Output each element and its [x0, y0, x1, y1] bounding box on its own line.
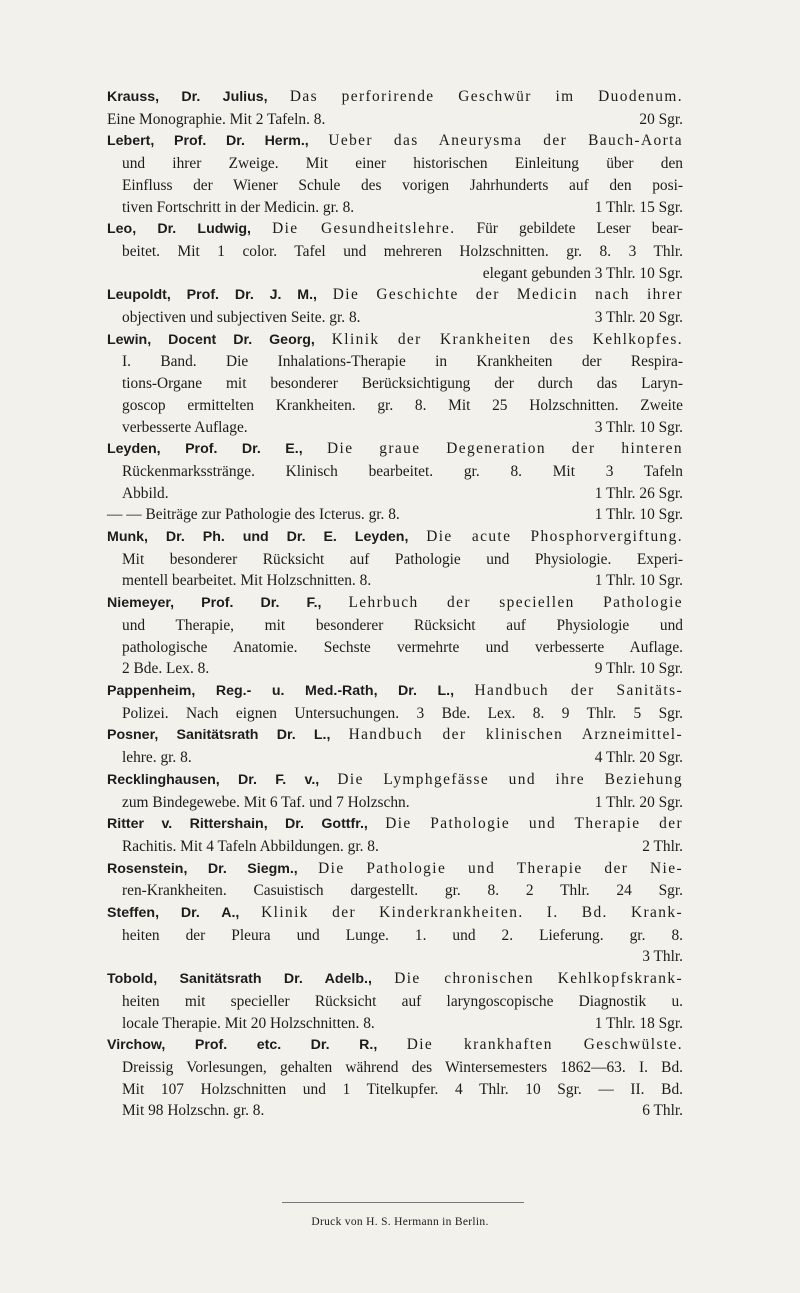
entry-title: Klinik der Kinderkrankheiten. I. Bd. Krank- [261, 904, 683, 922]
entry-title: Handbuch der klinischen Arzneimittel- [348, 726, 683, 744]
entry-author: Lebert, Prof. Dr. Herm., [107, 133, 309, 150]
entry-text: und Therapie, mit besonderer Rücksicht auf Physiologie und [122, 616, 683, 634]
entry-author: Leyden, Prof. Dr. E., [107, 441, 303, 458]
entry-price: 3 Thlr. 10 Sgr. [594, 418, 683, 436]
entry-text: Mit besonderer Rücksicht auf Pathologie und Physiologie. Experi- [122, 550, 683, 568]
catalog-entry [107, 438, 683, 504]
entry-author: Leupoldt, Prof. Dr. J. M., [107, 287, 318, 304]
catalog-entry [107, 968, 683, 1034]
entry-text: Einfluss der Wiener Schule des vorigen Jahrhunderts auf den posi- [122, 176, 683, 194]
entry-text: tions-Organe mit besonderer Berücksichtigung der durch das Laryn- [122, 375, 683, 393]
entry-text: 2 Bde. Lex. 8. [122, 660, 210, 678]
entry-price: 3 Thlr. 20 Sgr. [594, 309, 683, 327]
entry-title: Das perforirende Geschwür im Duodenum. [289, 88, 683, 105]
entry-author: Pappenheim, Reg.- u. Med.-Rath, Dr. L., [107, 682, 455, 699]
entry-text: heiten mit specieller Rücksicht auf laryngoscopische Diagnostik u. [122, 992, 683, 1010]
entry-text: Mit 98 Holzschn. gr. 8. [122, 1102, 265, 1120]
entry-price: 1 Thlr. 26 Sgr. [594, 484, 683, 502]
entry-price: 2 Thlr. [642, 837, 683, 855]
entry-author: Leo, Dr. Ludwig, [107, 221, 251, 238]
entry-title: Die Pathologie und Therapie der Nie- [318, 859, 683, 877]
book-catalog [107, 86, 683, 1122]
catalog-entry [107, 86, 683, 130]
entry-text: Mit 107 Holzschnitten und 1 Titelkupfer. 4 Thlr. 10 Sgr. — II. Bd. [122, 1080, 683, 1098]
entry-author: Krauss, Dr. Julius, [107, 89, 268, 105]
entry-title: — — Beiträge zur Pathologie des Icterus. gr. 8. [107, 506, 400, 524]
entry-text: Abbild. [122, 484, 169, 502]
entry-text: pathologische Anatomie. Sechste vermehrte und verbesserte Auflage. [122, 638, 683, 656]
entry-text: mentell bearbeitet. Mit Holzschnitten. 8. [122, 572, 372, 590]
catalog-entry [107, 902, 683, 968]
entry-title: Die graue Degeneration der hinteren [327, 440, 683, 458]
entry-author: Lewin, Docent Dr. Georg, [107, 331, 315, 348]
catalog-entry [107, 504, 683, 526]
catalog-entry [107, 813, 683, 857]
entry-text: und ihrer Zweige. Mit einer historischen Einleitung über den [122, 155, 683, 173]
entry-text: Polizei. Nach eignen Untersuchungen. 3 Bde. Lex. 8. 9 Thlr. 5 Sgr. [122, 704, 683, 722]
entry-text: locale Therapie. Mit 20 Holzschnitten. 8. [122, 1014, 375, 1032]
entry-title: Die acute Phosphorvergiftung. [426, 528, 683, 546]
entry-price: 3 Thlr. [642, 948, 683, 966]
entry-author: Posner, Sanitätsrath Dr. L., [107, 727, 331, 744]
entry-price: 4 Thlr. 20 Sgr. [594, 749, 683, 767]
entry-text: goscop ermittelten Krankheiten. gr. 8. Mit 25 Holzschnitten. Zweite [122, 396, 683, 414]
entry-price: 1 Thlr. 20 Sgr. [594, 793, 683, 811]
entry-author: Munk, Dr. Ph. und Dr. E. Leyden, [107, 529, 409, 546]
entry-price: 1 Thlr. 18 Sgr. [594, 1014, 683, 1032]
entry-title: Klinik der Krankheiten des Kehlkopfes. [331, 330, 683, 348]
entry-title: Ueber das Aneurysma der Bauch-Aorta [328, 132, 683, 150]
entry-price: 1 Thlr. 10 Sgr. [594, 572, 683, 590]
entry-author: Niemeyer, Prof. Dr. F., [107, 595, 322, 612]
catalog-entry [107, 769, 683, 813]
entry-author: Ritter v. Rittershain, Dr. Gottfr., [107, 816, 368, 833]
entry-text: heiten der Pleura und Lunge. 1. und 2. Lieferung. gr. 8. [122, 926, 683, 944]
entry-text: Rachitis. Mit 4 Tafeln Abbildungen. gr. 8. [122, 837, 379, 855]
entry-text: beitet. Mit 1 color. Tafel und mehreren Holzschnitten. gr. 8. 3 Thlr. [122, 242, 683, 260]
entry-text: Rückenmarksstränge. Klinisch bearbeitet. gr. 8. Mit 3 Tafeln [122, 462, 683, 480]
entry-title: Die chronischen Kehlkopfskrank- [394, 970, 683, 988]
catalog-entry [107, 284, 683, 328]
entry-author: Recklinghausen, Dr. F. v., [107, 771, 320, 788]
catalog-entry [107, 526, 683, 592]
entry-text: ren-Krankheiten. Casuistisch dargestellt. gr. 8. 2 Thlr. 24 Sgr. [122, 882, 683, 900]
entry-title: Lehrbuch der speciellen Pathologie [348, 594, 683, 612]
catalog-entry [107, 218, 683, 284]
entry-price: 1 Thlr. 15 Sgr. [594, 198, 683, 216]
entry-price: 6 Thlr. [642, 1102, 683, 1120]
entry-author: Virchow, Prof. etc. Dr. R., [107, 1037, 378, 1054]
catalog-entry [107, 329, 683, 439]
entry-title: Die krankhaften Geschwülste. [406, 1036, 683, 1054]
catalog-entry [107, 592, 683, 680]
entry-price: 1 Thlr. 10 Sgr. [594, 506, 683, 524]
entry-text: verbesserte Auflage. [122, 418, 248, 436]
catalog-entry [107, 1034, 683, 1122]
entry-text: elegant gebunden 3 Thlr. 10 Sgr. [482, 264, 683, 282]
entry-title: Die Geschichte der Medicin nach ihrer [332, 286, 683, 304]
entry-text: objectiven und subjectiven Seite. gr. 8. [122, 309, 361, 327]
entry-text: Dreissig Vorlesungen, gehalten während des Wintersemesters 1862—63. I. Bd. [122, 1058, 683, 1076]
entry-title: Die Gesundheitslehre. [272, 220, 456, 238]
catalog-entry [107, 680, 683, 724]
entry-text: Für gebildete Leser bear- [476, 220, 684, 238]
catalog-entry [107, 130, 683, 218]
entry-text: zum Bindegewebe. Mit 6 Taf. und 7 Holzschn. [122, 793, 410, 811]
entry-price: 9 Thlr. 10 Sgr. [594, 660, 683, 678]
entry-text: I. Band. Die Inhalations-Therapie in Krankheiten der Respira- [122, 353, 683, 371]
entry-author: Rosenstein, Dr. Siegm., [107, 860, 298, 877]
entry-price: 20 Sgr. [639, 110, 683, 128]
entry-author: Steffen, Dr. A., [107, 905, 240, 922]
entry-text: Eine Monographie. Mit 2 Tafeln. 8. [107, 110, 326, 128]
catalog-entry [107, 858, 683, 902]
divider-rule [282, 1202, 524, 1203]
entry-title: Die Pathologie und Therapie der [385, 815, 683, 833]
entry-text: tiven Fortschritt in der Medicin. gr. 8. [122, 198, 355, 216]
entry-title: Die Lymphgefässe und ihre Beziehung [337, 770, 684, 788]
printer-imprint: Druck von H. S. Hermann in Berlin. [311, 1216, 489, 1228]
catalog-entry [107, 724, 683, 768]
entry-text: lehre. gr. 8. [122, 749, 192, 767]
entry-title: Handbuch der Sanitäts- [474, 681, 683, 699]
entry-author: Tobold, Sanitätsrath Dr. Adelb., [107, 971, 372, 988]
